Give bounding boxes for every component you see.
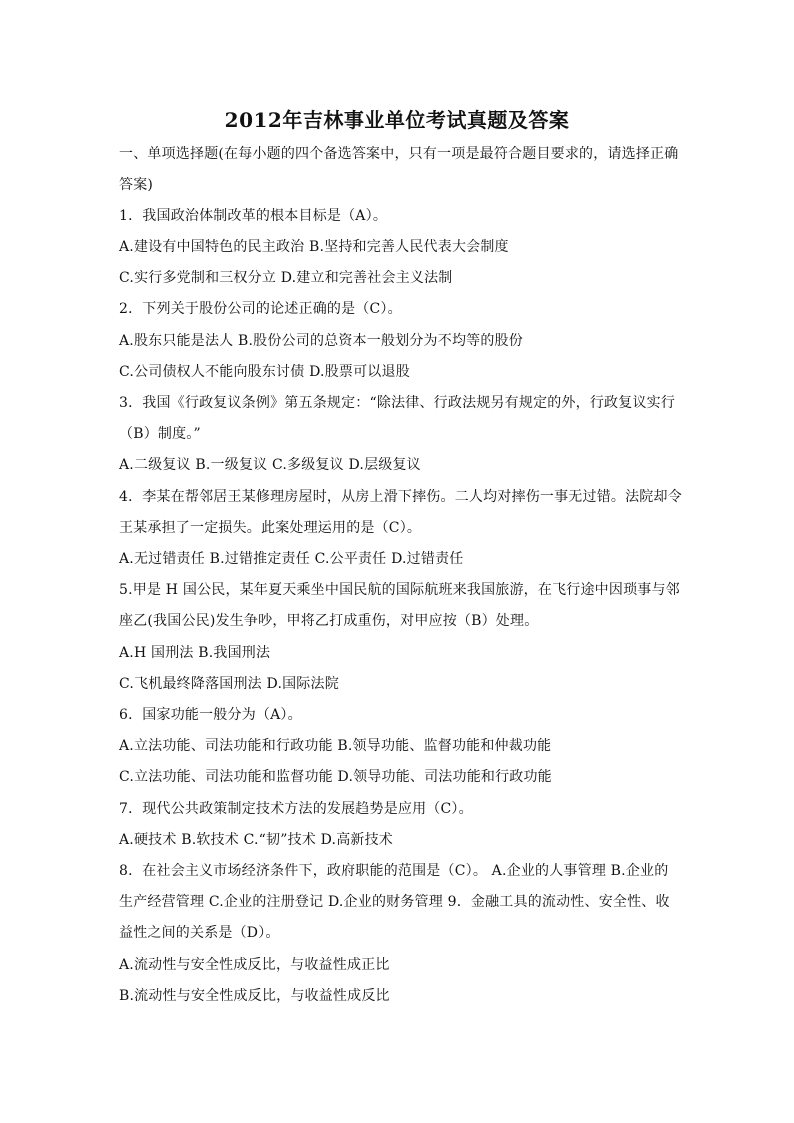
question-2-options-c-d: C.公司债权人不能向股东讨债 D.股票可以退股	[119, 364, 410, 380]
question-5-options-c-d: C.飞机最终降落国刑法 D.国际法院	[119, 676, 339, 692]
question-7-options: A.硬技术 B.软技术 C.“韧”技术 D.高新技术	[119, 832, 394, 848]
question-9-continued: 益性之间的关系是（D）。	[119, 925, 280, 941]
question-6: 6．国家功能一般分为（A）。	[119, 707, 302, 723]
question-3: 3．我国《行政复议条例》第五条规定：“除法律、行政法规另有规定的外，行政复议实行	[119, 395, 676, 411]
question-5-continued: 座乙(我国公民)发生争吵，甲将乙打成重伤，对甲应按（B）处理。	[119, 613, 539, 629]
question-4: 4．李某在帮邻居王某修理房屋时，从房上滑下摔伤。二人均对摔伤一事无过错。法院却令	[119, 489, 682, 505]
question-9-option-b: B.流动性与安全性成反比，与收益性成反比	[119, 988, 390, 1004]
question-6-options-c-d: C.立法功能、司法功能和监督功能 D.领导功能、司法功能和行政功能	[119, 769, 552, 785]
question-5: 5.甲是 H 国公民，某年夏天乘坐中国民航的国际航班来我国旅游，在飞行途中因琐事与邻	[119, 582, 680, 598]
question-8: 8．在社会主义市场经济条件下，政府职能的范围是（C）。 A.企业的人事管理 B.企业的	[119, 863, 669, 879]
question-1-options-a-b: A.建设有中国特色的民主政治 B.坚持和完善人民代表大会制度	[119, 239, 509, 255]
question-9-option-a: A.流动性与安全性成反比，与收益性成正比	[119, 957, 390, 973]
question-2-options-a-b: A.股东只能是法人 B.股份公司的总资本一般划分为不均等的股份	[119, 333, 523, 349]
question-7: 7．现代公共政策制定技术方法的发展趋势是应用（C）。	[119, 801, 473, 817]
section-heading-continued: 答案)	[119, 177, 154, 193]
question-2: 2．下列关于股份公司的论述正确的是（C）。	[119, 301, 402, 317]
question-1-options-c-d: C.实行多党制和三权分立 D.建立和完善社会主义法制	[119, 270, 453, 286]
question-3-options: A.二级复议 B.一级复议 C.多级复议 D.层级复议	[119, 457, 421, 473]
question-4-continued: 王某承担了一定损失。此案处理运用的是（C）。	[119, 520, 422, 536]
question-3-continued: （B）制度。”	[119, 426, 201, 442]
section-heading: 一、单项选择题(在每小题的四个备选答案中，只有一项是最符合题目要求的，请选择正确	[119, 146, 679, 162]
question-4-options: A.无过错责任 B.过错推定责任 C.公平责任 D.过错责任	[119, 551, 464, 567]
question-1: 1．我国政治体制改革的根本目标是（A）。	[119, 208, 388, 224]
question-6-options-a-b: A.立法功能、司法功能和行政功能 B.领导功能、监督功能和仲裁功能	[119, 738, 552, 754]
question-8-continued: 生产经营管理 C.企业的注册登记 D.企业的财务管理 9．金融工具的流动性、安全性、收	[119, 894, 670, 910]
question-5-options-a-b: A.H 国刑法 B.我国刑法	[119, 645, 271, 661]
document-title: 2012年吉林事业单位考试真题及答案	[224, 108, 570, 132]
